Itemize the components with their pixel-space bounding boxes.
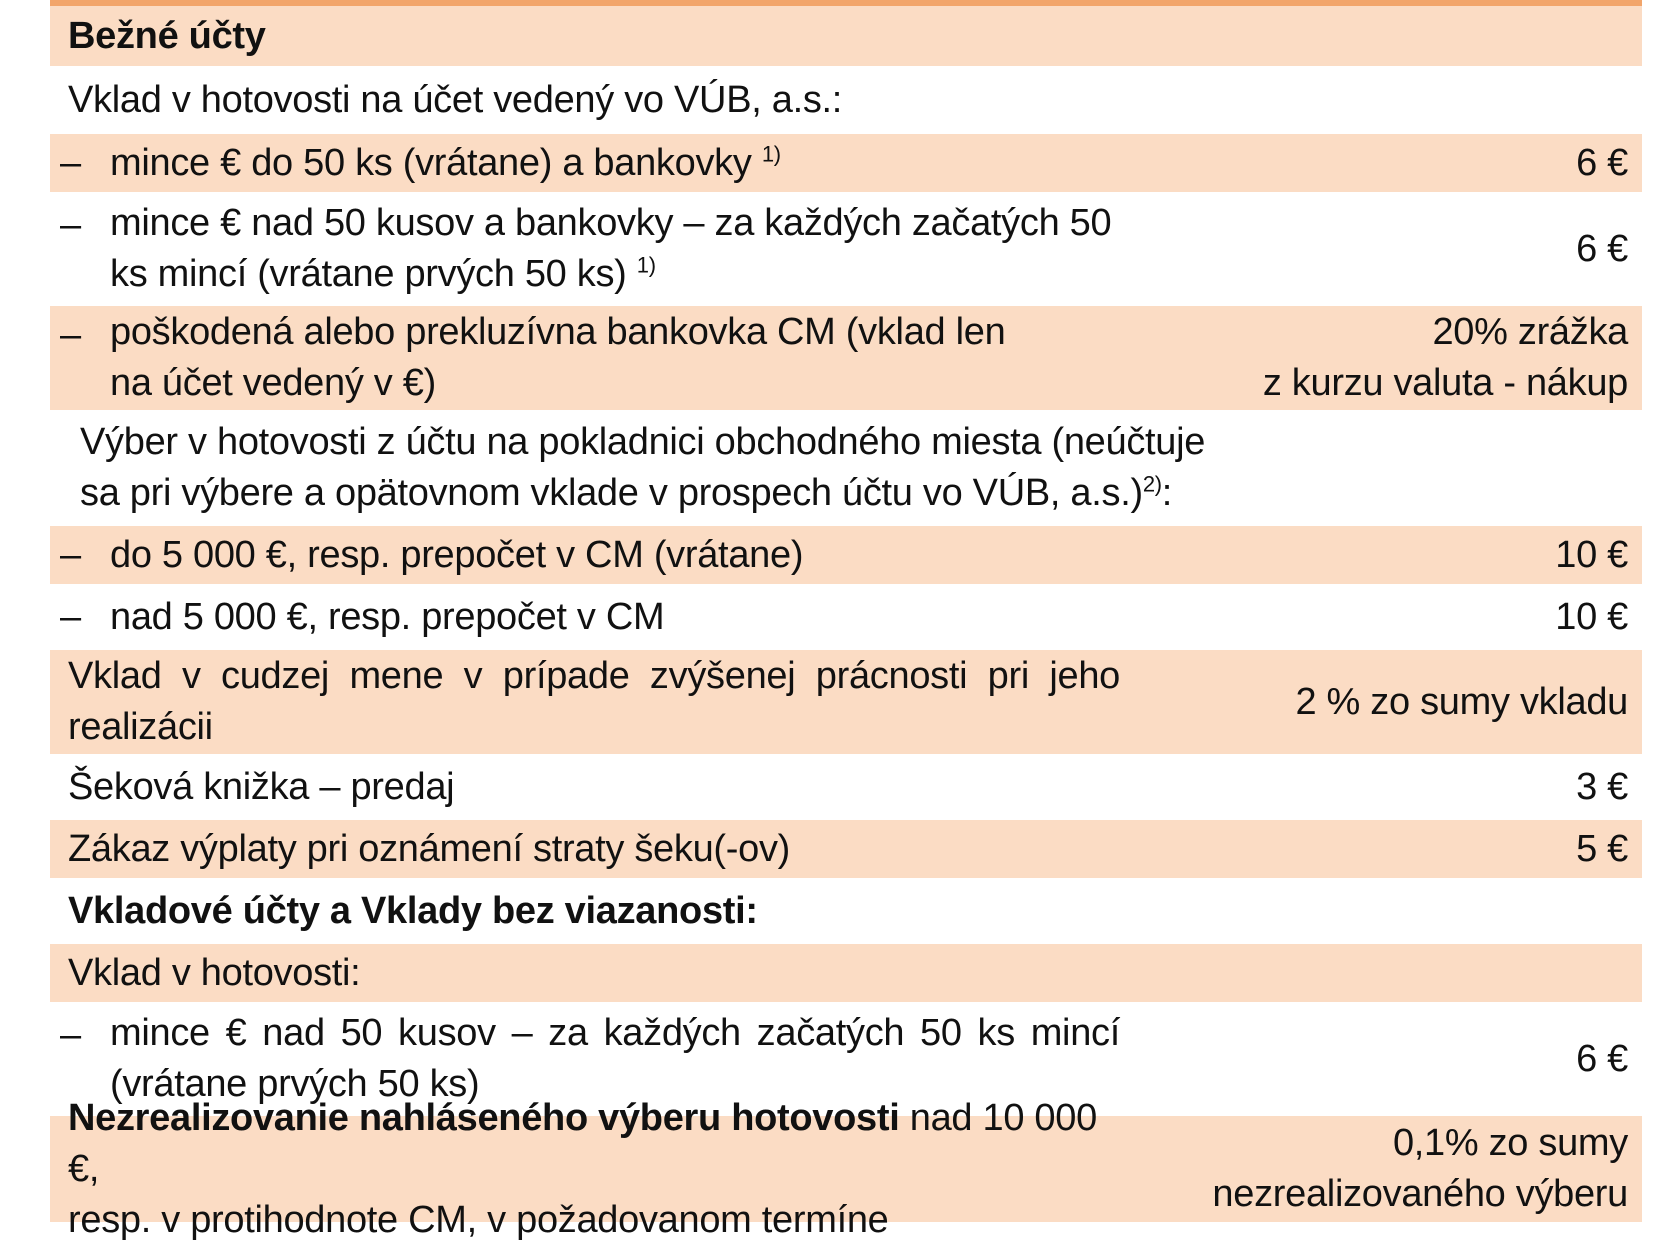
- dash-bullet: –: [60, 204, 81, 246]
- row-label: Zákaz výplaty pri oznámení straty šeku(-ov): [68, 827, 791, 870]
- row-text-line: Výber v hotovosti z účtu na pokladnici obchodného miesta (neúčtuje: [80, 421, 1206, 463]
- row-text-line: mince € nad 50 kusov a bankovky – za každých začatých 50: [110, 202, 1112, 244]
- row-value: 5 €: [1576, 827, 1628, 870]
- table-row: [50, 410, 1642, 522]
- section-title-deposit-accounts: [50, 878, 1642, 940]
- dash-bullet: –: [60, 1014, 81, 1056]
- row-value-line: nezrealizovaného výberu: [1212, 1173, 1628, 1215]
- row-label: Vklad v hotovosti na účet vedený vo VÚB, a.s.:: [68, 78, 843, 121]
- row-value: 6 €: [1576, 1037, 1628, 1080]
- row-value: 6 €: [1576, 227, 1628, 270]
- row-label: do 5 000 €, resp. prepočet v CM (vrátane): [110, 533, 804, 576]
- row-label: [50, 138, 1120, 189]
- row-suffix: :: [1161, 472, 1173, 514]
- table-row: [50, 1096, 1642, 1241]
- table-row: [50, 522, 1642, 584]
- row-label: [50, 1093, 1120, 1246]
- fee-table: [50, 0, 1642, 1241]
- row-label: [50, 417, 1205, 519]
- row-value: 3 €: [1576, 765, 1628, 808]
- row-value: 10 €: [1555, 595, 1628, 638]
- row-label: Šeková knižka – predaj: [68, 765, 455, 808]
- row-text-line: mince € nad 50 kusov – za každých začatých 50 ks mincí: [110, 1012, 1120, 1054]
- row-label: Vklad v hotovosti:: [68, 951, 361, 994]
- dash-bullet: –: [60, 142, 81, 184]
- table-row: [50, 816, 1642, 878]
- footnote-ref: 1): [636, 252, 656, 278]
- row-text: mince € do 50 ks (vrátane) a bankovky: [110, 141, 752, 184]
- row-value-line: 20% zrážka: [1432, 311, 1628, 353]
- dash-bullet: –: [60, 596, 81, 638]
- row-text-line: resp. v protihodnote CM, v požadovanom termíne: [68, 1198, 889, 1241]
- row-value: [1263, 307, 1628, 409]
- table-row: [50, 130, 1642, 192]
- row-label: [50, 198, 1120, 300]
- section-title: Bežné účty: [68, 14, 266, 57]
- row-text-line: realizácii: [68, 706, 213, 748]
- table-row: [50, 940, 1642, 1002]
- footnote-ref: 2): [1142, 471, 1162, 497]
- row-text-line: sa pri výbere a opätovnom vklade v prospech účtu vo VÚB, a.s.): [80, 472, 1143, 514]
- table-row: [50, 584, 1642, 646]
- table-row: [50, 192, 1642, 302]
- row-value: 10 €: [1555, 533, 1628, 576]
- row-text-line: na účet vedený v €): [110, 362, 436, 404]
- row-text-bold: Nezrealizovanie nahláseného výberu hotovosti: [68, 1096, 900, 1139]
- row-value-line: 0,1% zo sumy: [1392, 1122, 1628, 1164]
- dash-bullet: –: [60, 314, 81, 356]
- row-text-line: Vklad v cudzej mene v prípade zvýšenej prácnosti pri jeho: [68, 655, 1120, 697]
- footnote-ref: 1): [761, 140, 781, 166]
- row-label: [50, 651, 1120, 753]
- section-title: Vkladové účty a Vklady bez viazanosti:: [68, 889, 758, 932]
- table-row: [50, 66, 1642, 130]
- row-value-line: z kurzu valuta - nákup: [1262, 362, 1628, 404]
- table-row: [50, 302, 1642, 410]
- row-text-line: (vrátane prvých 50 ks): [110, 1063, 480, 1105]
- dash-bullet: –: [60, 534, 81, 576]
- row-value: 6 €: [1576, 141, 1628, 184]
- section-title-current-accounts: [50, 6, 1642, 66]
- table-row: [50, 646, 1642, 754]
- row-value: [1212, 1118, 1628, 1220]
- row-value: 2 % zo sumy vkladu: [1295, 680, 1628, 723]
- row-label: [50, 307, 1120, 409]
- row-text-line: poškodená alebo prekluzívna bankovka CM (vklad len: [110, 311, 1006, 353]
- row-label: nad 5 000 €, resp. prepočet v CM: [110, 595, 665, 638]
- row-text-line: ks mincí (vrátane prvých 50 ks): [110, 253, 627, 295]
- row-text: nad 10 000 €,: [68, 1096, 1097, 1190]
- table-row: [50, 754, 1642, 816]
